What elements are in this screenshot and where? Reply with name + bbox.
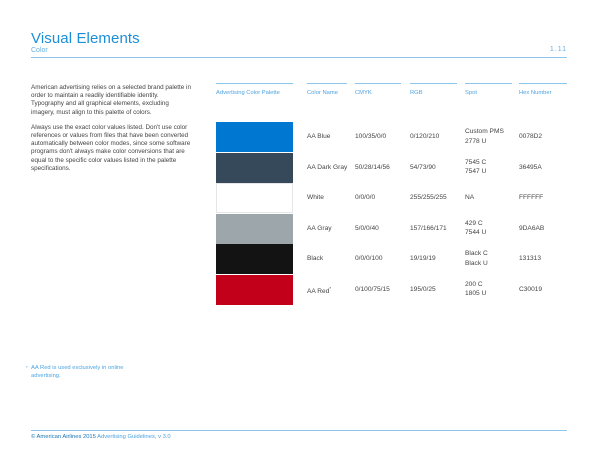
color-swatch bbox=[216, 244, 293, 274]
color-swatch bbox=[216, 275, 293, 305]
section-subtitle: Color bbox=[31, 47, 48, 54]
footnote bbox=[26, 365, 141, 380]
cmyk-value: 0/100/75/15 bbox=[355, 285, 390, 293]
spot-value-coated: 429 C bbox=[465, 219, 483, 227]
rgb-value: 157/166/171 bbox=[410, 224, 447, 232]
header-rule-name bbox=[307, 83, 347, 84]
color-name: AA Red bbox=[307, 287, 330, 295]
color-name-footnote-mark: * bbox=[329, 285, 332, 291]
color-name-cell bbox=[307, 194, 324, 201]
hex-value: 0078D2 bbox=[519, 133, 543, 140]
spot-value-coated: Custom PMS bbox=[465, 128, 504, 135]
spot-value-uncoated: 7547 U bbox=[465, 168, 487, 175]
cmyk-value: 100/35/0/0 bbox=[355, 133, 387, 140]
rgb-value: 54/73/90 bbox=[410, 163, 436, 171]
column-header-cmyk: CMYK bbox=[355, 90, 372, 96]
spot-value-uncoated: Black U bbox=[465, 259, 488, 267]
spot-value-coated: Black C bbox=[465, 250, 488, 257]
cmyk-value: 0/0/0/0 bbox=[355, 194, 376, 201]
color-name-cell bbox=[307, 225, 332, 232]
hex-value: 9DA6AB bbox=[519, 224, 545, 232]
intro-paragraph-1: American advertising relies on a selected brand palette in order to maintain a readily identifiable identity. Typography and all graphical elements, excluding imagery, must align to this palette of colors. bbox=[31, 84, 191, 116]
intro-text bbox=[31, 84, 191, 180]
color-swatch bbox=[216, 122, 293, 152]
spot-value-coated: 7545 C bbox=[465, 158, 487, 166]
column-header-spot: Spot bbox=[465, 90, 477, 96]
rgb-value: 255/255/255 bbox=[410, 194, 447, 201]
spot-value: NA bbox=[465, 194, 475, 201]
page-title: Visual Elements bbox=[31, 30, 140, 47]
color-name: AA Gray bbox=[307, 224, 332, 232]
spot-value-uncoated: 7544 U bbox=[465, 229, 487, 236]
footnote-text: AA Red is used exclusively in online advertising. bbox=[31, 365, 124, 379]
spot-value-uncoated: 2778 U bbox=[465, 137, 487, 145]
column-header-palette: Advertising Color Palette bbox=[216, 90, 280, 96]
rgb-value: 195/0/25 bbox=[410, 285, 436, 293]
color-name: AA Blue bbox=[307, 133, 331, 140]
header-rule-spot bbox=[465, 83, 512, 84]
hex-value: FFFFFF bbox=[519, 194, 544, 201]
page-number: 1.11 bbox=[549, 46, 567, 53]
header-rule-rgb bbox=[410, 83, 457, 84]
cmyk-value: 50/28/14/56 bbox=[355, 163, 390, 171]
footnote-mark: * bbox=[26, 365, 28, 370]
column-header-rgb: RGB bbox=[410, 90, 423, 96]
color-name-cell bbox=[307, 164, 347, 171]
spot-value-uncoated: 1805 U bbox=[465, 290, 487, 297]
header-rule-hex bbox=[519, 83, 567, 84]
rgb-value: 19/19/19 bbox=[410, 255, 436, 262]
hex-value: 131313 bbox=[519, 255, 542, 262]
footer-divider bbox=[31, 430, 567, 431]
color-name: Black bbox=[307, 255, 324, 262]
column-header-hex: Hex Number bbox=[519, 90, 552, 96]
footer-copyright: © American Airlines bbox=[31, 434, 82, 440]
color-swatch bbox=[216, 153, 293, 183]
hex-value: C30019 bbox=[519, 285, 543, 293]
color-swatch bbox=[216, 183, 293, 213]
rgb-value: 0/120/210 bbox=[410, 133, 440, 140]
footer-guide: Advertising Guidelines, v 3.0 bbox=[97, 434, 171, 440]
color-name: AA Dark Gray bbox=[307, 163, 348, 171]
hex-value: 36495A bbox=[519, 163, 542, 171]
spot-value-coated: 200 C bbox=[465, 280, 483, 288]
intro-paragraph-2: Always use the exact color values listed. Don't use color references or values from files that have been converted automatically between color modes, since some software programs don't always make color conversions that are equal to the specific color values listed in the palette specifications. bbox=[31, 123, 191, 172]
color-name-cell bbox=[307, 133, 330, 140]
footer bbox=[31, 434, 171, 440]
cmyk-value: 5/0/0/40 bbox=[355, 224, 379, 232]
color-swatch bbox=[216, 214, 293, 244]
color-name-cell bbox=[307, 255, 323, 262]
header-rule-palette bbox=[216, 83, 293, 84]
footer-year: 2015 bbox=[82, 434, 96, 440]
color-name-cell bbox=[307, 286, 331, 295]
header-divider bbox=[31, 57, 567, 58]
color-name: White bbox=[307, 194, 324, 201]
cmyk-value: 0/0/0/100 bbox=[355, 255, 383, 262]
header-rule-cmyk bbox=[355, 83, 401, 84]
column-header-name: Color Name bbox=[307, 90, 338, 96]
